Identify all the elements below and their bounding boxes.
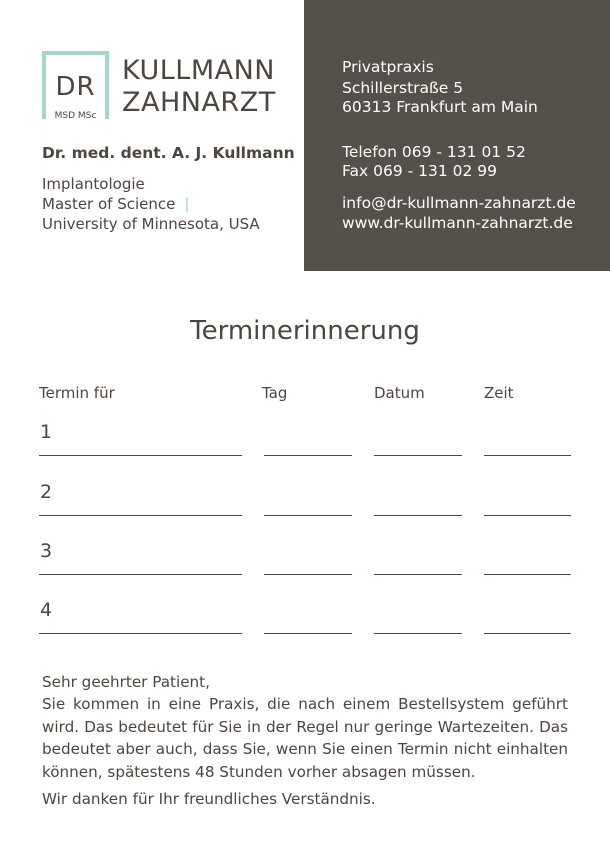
letter-salutation: Sehr geehrter Patient, [42,673,210,691]
row-number-4: 4 [40,599,53,621]
header-day: Tag [262,384,288,402]
row-number-2: 2 [40,481,53,503]
logo-initials: DR [55,72,96,102]
time-line-2[interactable] [484,515,571,516]
address-street: Schillerstraße 5 [342,79,464,97]
brand-title: ZAHNARZT [122,87,276,118]
logo-mark [42,51,109,119]
time-line-4[interactable] [484,633,571,634]
date-line-4[interactable] [374,633,462,634]
doctor-name: Dr. med. dent. A. J. Kullmann [42,144,295,162]
letter-body: Sie kommen in eine Praxis, die nach einem Bestellsystem geführt wird. Das bedeutet für Sie in der Regel nur geringe Wartezeiten. Das bedeutet aber auch, dass Sie, wenn Sie einen Termin nicht einhalten können, spätestens 48 Stunden vorher absagen müssen. [42,695,568,781]
header-appointment-for: Termin für [39,384,115,402]
row-number-1: 1 [40,421,53,443]
time-line-3[interactable] [484,574,571,575]
practice-type: Privatpraxis [342,58,434,76]
contact-panel [304,0,610,271]
header-date: Datum [374,384,425,402]
row-number-3: 3 [40,540,53,562]
appointment-for-line-1[interactable] [39,455,242,456]
day-line-1[interactable] [264,455,352,456]
phone-number: Telefon 069 - 131 01 52 [342,143,526,161]
website-link[interactable]: www.dr-kullmann-zahnarzt.de [342,214,573,232]
date-line-2[interactable] [374,515,462,516]
appointment-for-line-3[interactable] [39,574,242,575]
appointment-for-line-4[interactable] [39,633,242,634]
brand-name: KULLMANN [122,55,275,86]
appointment-for-line-2[interactable] [39,515,242,516]
page-title: Terminerinnerung [190,316,420,346]
email-link[interactable]: info@dr-kullmann-zahnarzt.de [342,194,576,212]
time-line-1[interactable] [484,455,571,456]
date-line-3[interactable] [374,574,462,575]
qualification-separator: | [184,195,190,213]
qualification-master [42,194,189,214]
fax-number: Fax 069 - 131 02 99 [342,162,498,180]
qualification-master-label: Master of Science [42,195,176,213]
logo-degrees: MSD MSc [46,111,105,121]
day-line-4[interactable] [264,633,352,634]
qualification-implantology: Implantologie [42,175,145,193]
qualification-university: University of Minnesota, USA [42,215,260,233]
date-line-1[interactable] [374,455,462,456]
day-line-2[interactable] [264,515,352,516]
letter-closing: Wir danken für Ihr freundliches Verständnis. [42,790,376,808]
address-city: 60313 Frankfurt am Main [342,98,538,116]
header-time: Zeit [484,384,514,402]
day-line-3[interactable] [264,574,352,575]
